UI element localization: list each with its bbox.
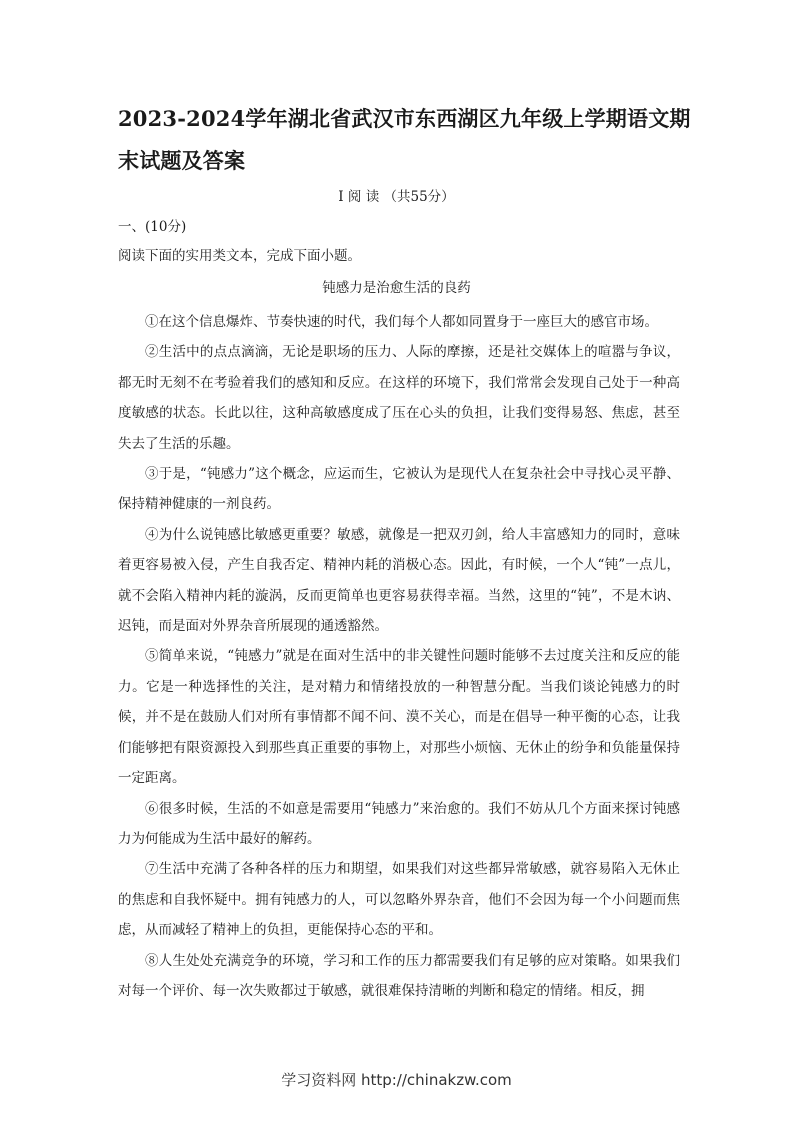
document-title: 2023-2024学年湖北省武汉市东西湖区九年级上学期语文期末试题及答案 bbox=[118, 106, 691, 173]
paragraph-4: ④为什么说钝感比敏感更重要？敏感，就像是一把双刃剑，给人丰富感知力的同时，意味着更容易被入侵，产生自我否定、精神内耗的消极心态。因此，有时候，一个人“钝”一点儿，就不会陷入精神内耗的漩涡，反而更简单也更容易获得幸福。当然，这里的“钝”，不是木讷、迟钝，而是面对外界杂音所展现的通透豁然。 bbox=[118, 526, 680, 635]
article-body bbox=[118, 307, 680, 1006]
page-footer: 学习资料网 http://chinakzw.com bbox=[281, 1071, 512, 1089]
paragraph-8: ⑧人生处处充满竞争的环境，学习和工作的压力都需要我们有足够的应对策略。如果我们对每一个评价、每一次失败都过于敏感，就很难保持清晰的判断和稳定的情绪。相反，拥 bbox=[118, 952, 680, 999]
paragraph-5: ⑤简单来说，“钝感力”就是在面对生活中的非关键性问题时能够不去过度关注和反应的能力。它是一种选择性的关注，是对精力和情绪投放的一种智慧分配。当我们谈论钝感力的时候，并不是在鼓励人们对所有事情都不闻不问、漠不关心，而是在倡导一种平衡的心态，让我们能够把有限资源投入到那些真正重要的事物上，对那些小烦恼、无休止的纷争和负能量保持一定距离。 bbox=[118, 648, 680, 787]
section-header: I 阅 读 （共55分） bbox=[338, 189, 455, 205]
question-number: 一、(10分) bbox=[118, 219, 187, 235]
article-title: 钝感力是治愈生活的良药 bbox=[322, 280, 471, 296]
paragraph-3: ③于是，“钝感力”这个概念，应运而生，它被认为是现代人在复杂社会中寻找心灵平静、保持精神健康的一剂良药。 bbox=[118, 466, 680, 513]
question-instruction: 阅读下面的实用类文本，完成下面小题。 bbox=[118, 248, 361, 264]
paragraph-2: ②生活中的点点滴滴，无论是职场的压力、人际的摩擦，还是社交媒体上的喧嚣与争议，都无时无刻不在考验着我们的感知和反应。在这样的环境下，我们常常会发现自己处于一种高度敏感的状态。长此以往，这种高敏感度成了压在心头的负担，让我们变得易怒、焦虑，甚至失去了生活的乐趣。 bbox=[118, 344, 680, 452]
paragraph-6: ⑥很多时候，生活的不如意是需要用“钝感力”来治愈的。我们不妨从几个方面来探讨钝感力为何能成为生活中最好的解药。 bbox=[118, 800, 680, 847]
paragraph-1: ①在这个信息爆炸、节奏快速的时代，我们每个人都如同置身于一座巨大的感官市场。 bbox=[145, 314, 658, 330]
paragraph-7: ⑦生活中充满了各种各样的压力和期望，如果我们对这些都异常敏感，就容易陷入无休止的焦虑和自我怀疑中。拥有钝感力的人，可以忽略外界杂音，他们不会因为每一个小问题而焦虑，从而减轻了精神上的负担，更能保持心态的平和。 bbox=[118, 861, 680, 939]
